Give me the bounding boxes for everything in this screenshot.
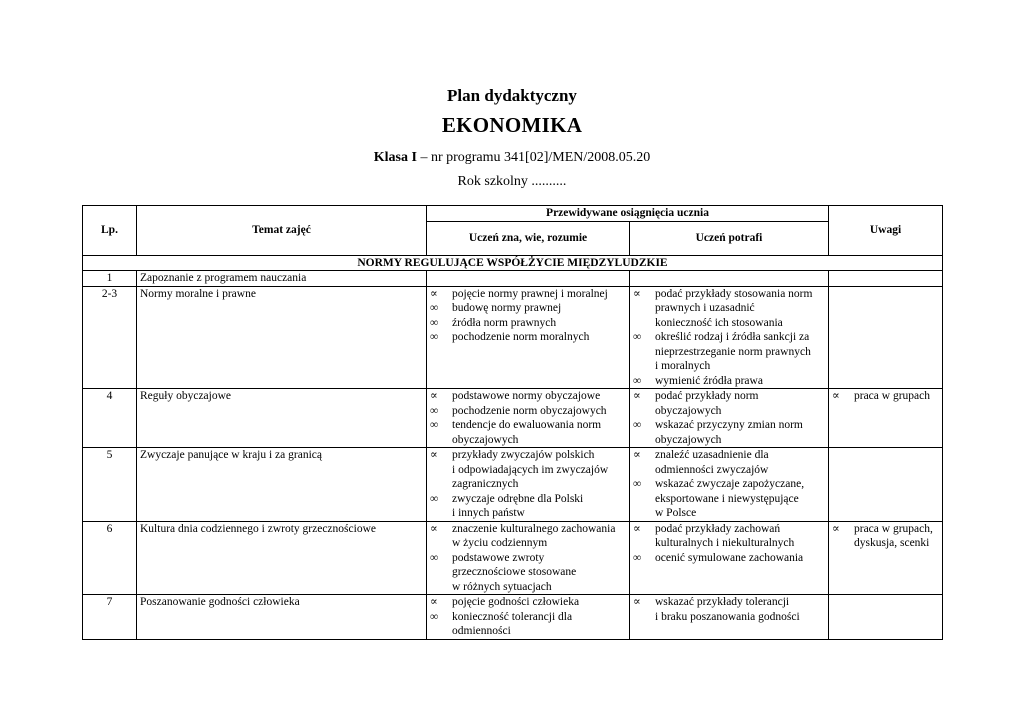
bullet-proportional-icon: ∝ [430, 449, 438, 461]
row-can [630, 271, 829, 287]
row-notes [829, 286, 943, 389]
list-item [430, 404, 626, 419]
list-item [430, 522, 626, 551]
bullet-infinity-icon: ∞ [430, 551, 439, 564]
bullet-infinity-icon: ∞ [430, 404, 439, 417]
bullet-proportional-icon: ∝ [430, 390, 438, 402]
item-text: znaczenie kulturalnego zachowania [452, 522, 616, 535]
item-text: i odpowiadających im zwyczajów [452, 463, 609, 476]
bullet-infinity-icon: ∞ [430, 302, 439, 314]
row-can [630, 448, 829, 522]
row-knows [427, 595, 630, 640]
bullet-infinity-icon: ∞ [633, 551, 642, 564]
list-item [633, 418, 825, 447]
list-item [430, 316, 626, 331]
row-notes [829, 521, 943, 595]
item-text: obyczajowych [655, 433, 722, 446]
class-label: Klasa I [373, 150, 417, 165]
item-text: i braku poszanowania godności [655, 610, 800, 623]
item-text: pochodzenie norm obyczajowych [452, 404, 607, 417]
list-item [430, 551, 626, 595]
bullet-proportional-icon: ∝ [633, 390, 641, 402]
class-program-line [0, 150, 1024, 166]
list-item [633, 287, 825, 331]
list-item [633, 330, 825, 374]
table-row [83, 595, 943, 640]
list-item [633, 551, 825, 566]
row-can [630, 595, 829, 640]
item-text: znaleźć uzasadnienie dla [655, 449, 769, 461]
list-item [430, 330, 626, 345]
list-item [430, 418, 626, 447]
bullet-infinity-icon: ∞ [633, 374, 642, 387]
item-text: odmienności zwyczajów [655, 463, 769, 476]
header-topic: Temat zajęć [137, 206, 427, 256]
bullet-infinity-icon: ∞ [430, 610, 439, 623]
row-notes [829, 271, 943, 287]
list-item [430, 287, 626, 302]
row-topic: Normy moralne i prawne [137, 286, 427, 389]
row-number: 7 [83, 595, 137, 640]
bullet-proportional-icon: ∝ [832, 522, 840, 535]
item-text: wskazać przyczyny zmian norm [655, 419, 803, 431]
row-topic: Zwyczaje panujące w kraju i za granicą [137, 448, 427, 522]
item-text: obyczajowych [452, 433, 519, 446]
item-text: podać przykłady stosowania norm [655, 287, 813, 300]
bullet-proportional-icon: ∝ [832, 390, 840, 402]
list-item [633, 448, 825, 477]
row-knows [427, 448, 630, 522]
item-text: zagranicznych [452, 478, 519, 490]
school-year-line: Rok szkolny .......... [457, 174, 567, 189]
row-number: 5 [83, 448, 137, 522]
item-text: konieczność ich stosowania [655, 316, 783, 329]
item-text: pojęcie normy prawnej i moralnej [452, 287, 608, 300]
bullet-infinity-icon: ∞ [430, 492, 439, 505]
item-text: konieczność tolerancji dla [452, 610, 573, 623]
row-notes [829, 448, 943, 522]
row-knows [427, 286, 630, 389]
bullet-infinity-icon: ∞ [633, 419, 642, 431]
row-knows [427, 521, 630, 595]
item-text: źródła norm prawnych [452, 316, 557, 329]
table-row [83, 286, 943, 389]
table-row [83, 271, 943, 287]
list-item [633, 389, 825, 418]
item-text: kulturalnych i niekulturalnych [655, 537, 795, 549]
row-topic: Poszanowanie godności człowieka [137, 595, 427, 640]
item-text: wskazać przykłady tolerancji [655, 596, 790, 608]
bullet-proportional-icon: ∝ [633, 287, 641, 300]
header-lp: Lp. [83, 206, 137, 256]
document-heading: Plan dydaktyczny [447, 86, 577, 105]
item-text: podstawowe normy obyczajowe [452, 390, 601, 402]
list-item [430, 595, 626, 610]
bullet-infinity-icon: ∞ [430, 331, 439, 343]
item-text: i moralnych [655, 360, 711, 372]
list-item [430, 610, 626, 639]
item-text: określić rodzaj i źródła sankcji za [655, 331, 810, 343]
table-row [83, 448, 943, 522]
table-row [83, 521, 943, 595]
item-text: podać przykłady zachowań [655, 522, 781, 535]
row-topic: Zapoznanie z programem nauczania [137, 271, 427, 287]
item-text: podać przykłady norm [655, 390, 759, 402]
item-text: zwyczaje odrębne dla Polski [452, 492, 584, 505]
list-item [832, 522, 939, 551]
row-topic: Kultura dnia codziennego i zwroty grzecznościowe [137, 521, 427, 595]
list-item [430, 389, 626, 404]
subject-title: EKONOMIKA [441, 113, 583, 137]
list-item [430, 492, 626, 521]
header-achievements: Przewidywane osiągnięcia ucznia [427, 206, 829, 222]
item-text: praca w grupach [854, 390, 930, 402]
bullet-proportional-icon: ∝ [430, 287, 438, 300]
item-text: w Polsce [655, 507, 697, 519]
item-text: nieprzestrzeganie norm prawnych [655, 345, 811, 358]
row-notes [829, 389, 943, 448]
item-text: pochodzenie norm moralnych [452, 331, 590, 343]
list-item [633, 595, 825, 624]
bullet-proportional-icon: ∝ [633, 522, 641, 535]
bullet-infinity-icon: ∞ [430, 316, 439, 329]
row-knows [427, 271, 630, 287]
list-item [430, 448, 626, 492]
row-knows [427, 389, 630, 448]
row-number: 1 [83, 271, 137, 287]
row-can [630, 521, 829, 595]
section-heading: NORMY REGULUJĄCE WSPÓŁŻYCIE MIĘDZYLUDZKIE [83, 255, 943, 271]
list-item [633, 374, 825, 389]
item-text: dyskusja, scenki [854, 537, 930, 549]
item-text: pojęcie godności człowieka [452, 596, 580, 608]
header-notes: Uwagi [829, 206, 943, 256]
row-notes [829, 595, 943, 640]
header-knows: Uczeń zna, wie, rozumie [427, 221, 630, 255]
item-text: eksportowane i niewystępujące [655, 492, 799, 505]
item-text: tendencje do ewaluowania norm [452, 419, 602, 431]
header-can: Uczeń potrafi [630, 221, 829, 255]
item-text: w różnych sytuacjach [452, 580, 552, 593]
item-text: w życiu codziennym [452, 537, 548, 549]
table-row [83, 389, 943, 448]
list-item [832, 389, 939, 404]
item-text: praca w grupach, [854, 522, 933, 535]
item-text: i innych państw [452, 507, 525, 519]
list-item [633, 522, 825, 551]
list-item [633, 477, 825, 521]
item-text: wskazać zwyczaje zapożyczane, [655, 478, 805, 490]
program-number: – nr programu 341[02]/MEN/2008.05.20 [416, 150, 651, 165]
item-text: przykłady zwyczajów polskich [452, 449, 595, 461]
item-text: prawnych i uzasadnić [655, 302, 755, 314]
bullet-infinity-icon: ∞ [430, 419, 439, 431]
row-can [630, 389, 829, 448]
item-text: ocenić symulowane zachowania [655, 551, 804, 564]
row-can [630, 286, 829, 389]
item-text: odmienności [452, 625, 511, 637]
bullet-proportional-icon: ∝ [633, 449, 641, 461]
bullet-infinity-icon: ∞ [633, 478, 642, 490]
row-number: 4 [83, 389, 137, 448]
row-number: 2-3 [83, 286, 137, 389]
bullet-proportional-icon: ∝ [633, 596, 641, 608]
curriculum-table [82, 205, 943, 640]
item-text: wymienić źródła prawa [655, 374, 763, 387]
item-text: grzecznościowe stosowane [452, 566, 577, 578]
row-number: 6 [83, 521, 137, 595]
item-text: podstawowe zwroty [452, 551, 545, 564]
row-topic: Reguły obyczajowe [137, 389, 427, 448]
bullet-infinity-icon: ∞ [633, 331, 642, 343]
item-text: budowę normy prawnej [452, 302, 562, 314]
bullet-proportional-icon: ∝ [430, 596, 438, 608]
bullet-proportional-icon: ∝ [430, 522, 438, 535]
list-item [430, 301, 626, 316]
item-text: obyczajowych [655, 404, 722, 417]
